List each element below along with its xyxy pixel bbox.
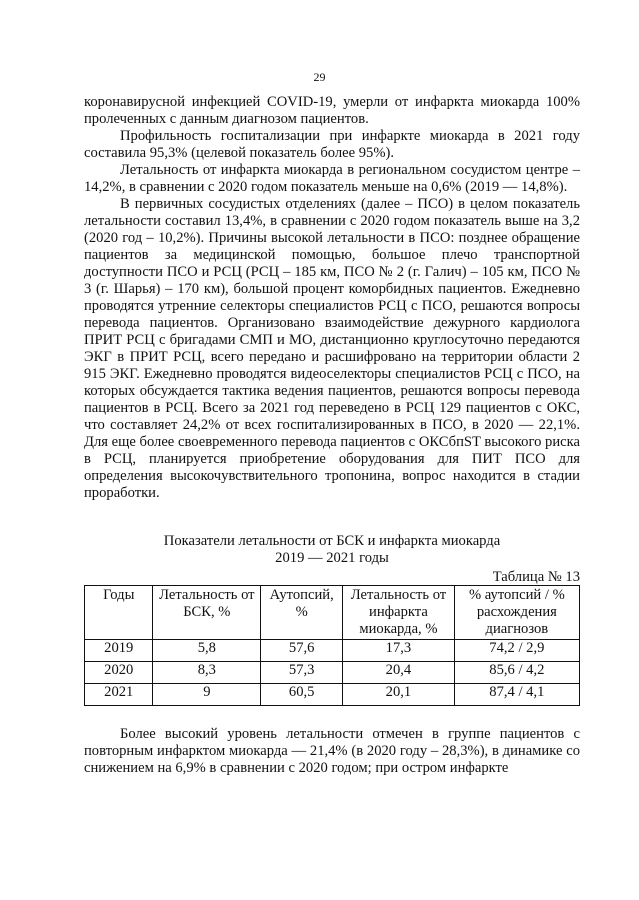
table-row bbox=[85, 684, 580, 706]
paragraph-rsc-lethality: Летальность от инфаркта миокарда в региональном сосудистом центре – 14,2%, в сравнении с 2020 годом показатель меньше на 0,6% (2019 — 14,8%). bbox=[84, 162, 580, 195]
cell-bsk: 5,8 bbox=[153, 640, 261, 662]
cell-bsk: 9 bbox=[153, 684, 261, 706]
table-caption bbox=[84, 533, 580, 567]
cell-year: 2019 bbox=[85, 640, 153, 662]
table-header-row bbox=[85, 586, 580, 640]
header-autopsy: Аутопсий, % bbox=[261, 586, 343, 640]
cell-year: 2021 bbox=[85, 684, 153, 706]
cell-divergence: 85,6 / 4,2 bbox=[454, 662, 579, 684]
header-divergence: % аутопсий / % расхождения диагнозов bbox=[454, 586, 579, 640]
cell-autopsy: 60,5 bbox=[261, 684, 343, 706]
paragraph-profile: Профильность госпитализации при инфаркте миокарда в 2021 году составила 95,3% (целевой показатель более 95%). bbox=[84, 128, 580, 161]
table-number: Таблица № 13 bbox=[492, 569, 580, 585]
cell-divergence: 87,4 / 4,1 bbox=[454, 684, 579, 706]
paragraph-covid: коронавирусной инфекцией COVID-19, умерли от инфаркта миокарда 100% пролеченных с данным диагнозом пациентов. bbox=[84, 94, 580, 127]
table-caption-years: 2019 — 2021 годы bbox=[275, 550, 389, 566]
cell-mi: 20,1 bbox=[343, 684, 455, 706]
cell-autopsy: 57,6 bbox=[261, 640, 343, 662]
cell-mi: 17,3 bbox=[343, 640, 455, 662]
cell-year: 2020 bbox=[85, 662, 153, 684]
page-number: 29 bbox=[313, 70, 326, 84]
table-row bbox=[85, 640, 580, 662]
paragraph-repeat-mi: Более высокий уровень летальности отмечен в группе пациентов с повторным инфарктом миокарда — 21,4% (в 2020 году – 28,3%), в динамике со снижением на 6,9% в сравнении с 2020 годом; при остром инфаркте bbox=[84, 726, 580, 776]
tail-text bbox=[84, 726, 580, 777]
header-mi-lethality: Летальность от инфаркта миокарда, % bbox=[343, 586, 455, 640]
body-text bbox=[84, 94, 580, 502]
cell-autopsy: 57,3 bbox=[261, 662, 343, 684]
cell-divergence: 74,2 / 2,9 bbox=[454, 640, 579, 662]
cell-bsk: 8,3 bbox=[153, 662, 261, 684]
table-row bbox=[85, 662, 580, 684]
header-years: Годы bbox=[85, 586, 153, 640]
cell-mi: 20,4 bbox=[343, 662, 455, 684]
lethality-table bbox=[84, 585, 580, 706]
table-caption-title: Показатели летальности от БСК и инфаркта миокарда bbox=[163, 533, 501, 549]
header-bsk-lethality: Летальность от БСК, % bbox=[153, 586, 261, 640]
paragraph-pso-lethality: В первичных сосудистых отделениях (далее – ПСО) в целом показатель летальности составил 13,4%, в сравнении с 2020 годом показатель выше на 3,2 (2020 год – 10,2%). Причины высокой летальности в ПСО: позднее обращение пациентов за медицинской помощью, большое плечо транспортной доступности ПСО и РСЦ (РСЦ – 185 км, ПСО № 2 (г. Галич) – 105 км, ПСО № 3 (г. Шарья) – 170 км), большой процент коморбидных пациентов. Ежедневно проводятся утренние селекторы специалистов РСЦ с ПСО, решаются вопросы перевода пациентов. Организовано взаимодействие дежурного кардиолога ПРИТ РСЦ с бригадами СМП и МО, дистанционно круглосуточно передаются ЭКГ в ПРИТ РСЦ, всего передано и расшифровано на территории области 2 915 ЭКГ. Ежедневно проводятся видеоселекторы специалистов РСЦ с ПСО, на которых обсуждается тактика ведения пациентов, решаются вопросы перевода пациентов в РСЦ. Всего за 2021 год переведено в РСЦ 129 пациентов с ОКС, что составляет 24,2% от всех госпитализированных в ПСО, в 2020 — 22,1%. Для еще более своевременного перевода пациентов с ОКСбпST высокого риска в РСЦ, планируется приобретение оборудования для ПИТ ПСО для определения высокочувствительного тропонина, вопрос находится в стадии проработки. bbox=[84, 196, 580, 501]
